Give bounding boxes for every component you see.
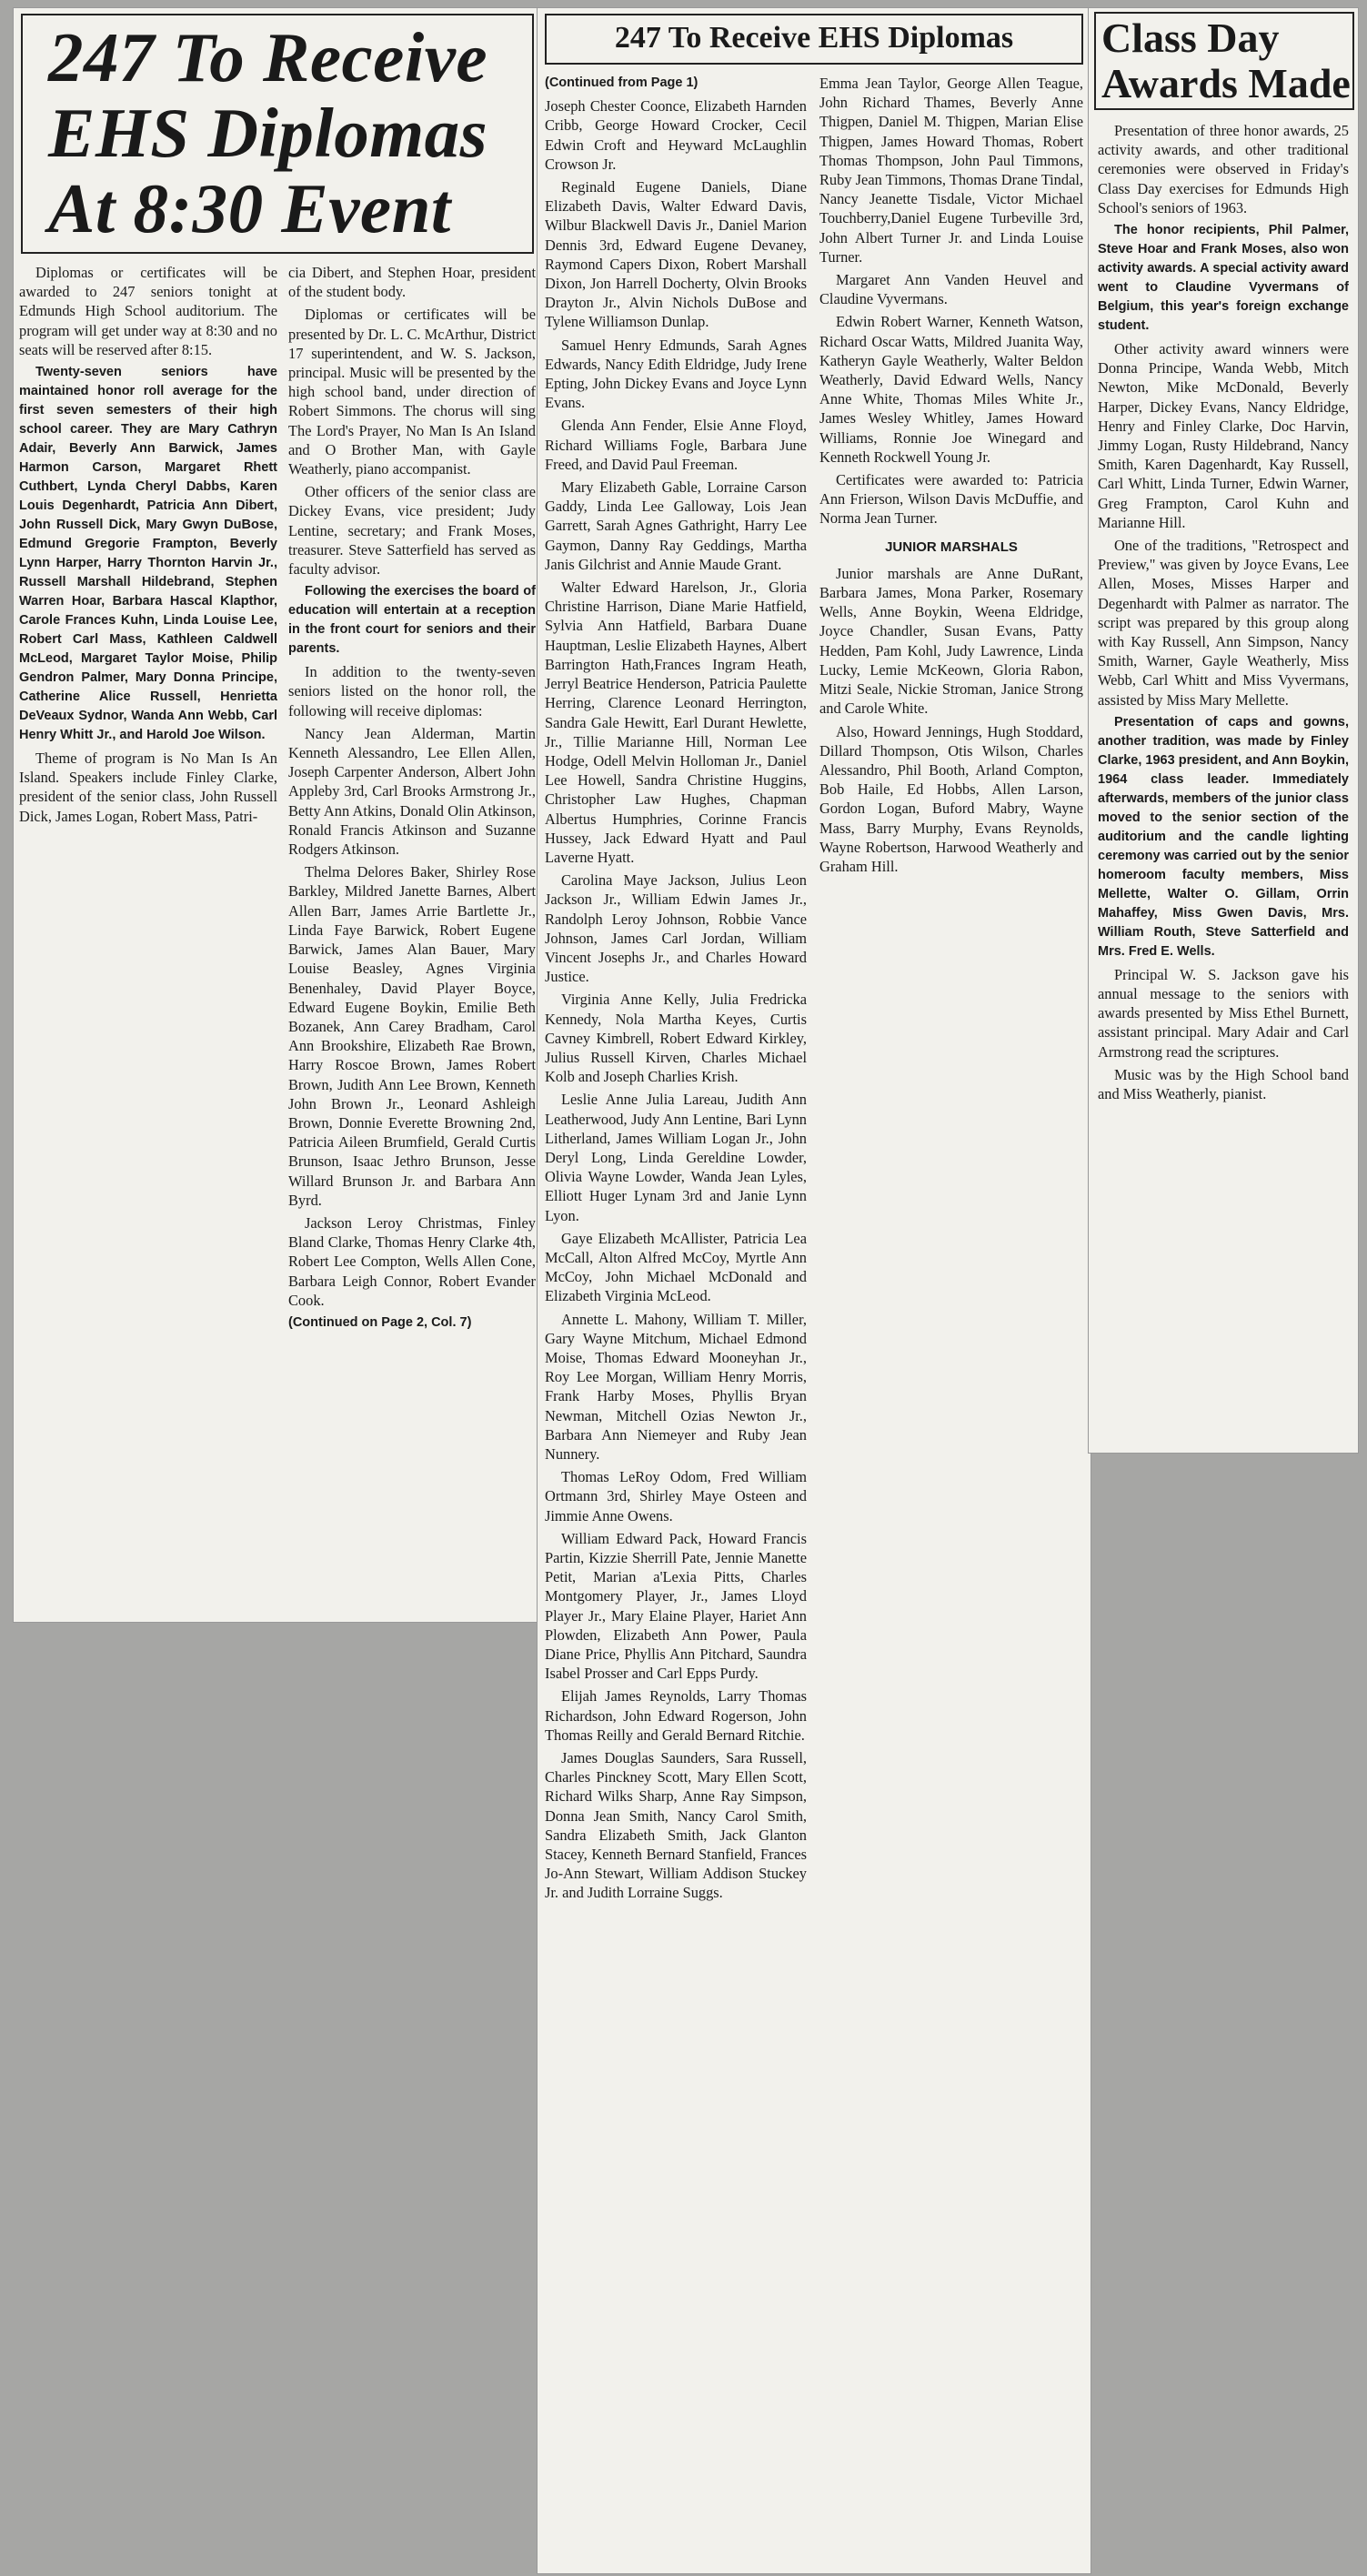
article-paragraph: In addition to the twenty-seven seniors listed on the honor roll, the following will receive diplomas: [288, 663, 536, 719]
article-paragraph: Walter Edward Harelson, Jr., Gloria Christine Harrison, Diane Marie Hatfield, Sylvia Ann Hatfield, Barbara Duane Hauptman, Leslie Elizabeth Haynes, Albert Barrington Hath,Frances Ingram Heath, Jerryl Beatrice Henderson, Patricia Paulette Herring, Clarence Leonard Herrington, Sandra Gale Hewitt, Earl Durant Hewlette, Jr., Tillie Marianne Hill, Norman Lee Hodge, Odell Melvin Holloman Jr., Daniel Lee Howell, Sandra Christine Huggins, Christopher Law Hughes, Chapman Albertus Humphries, Corinne Francis Hussey, Jack Edward Hyatt and Paul Laverne Hyatt. [545, 579, 807, 866]
headline-line-3: At 8:30 Event [48, 169, 451, 247]
class-day-headline-1: Class Day [1101, 15, 1280, 61]
article-paragraph: The honor recipients, Phil Palmer, Steve Hoar and Frank Moses, also won activity awards. A special activity award went to Claudine Vyvermans of Belgium, this year's foreign exchange student. [1098, 223, 1349, 334]
headline-line-1: 247 To Receive [48, 18, 488, 96]
article-paragraph: Diplomas or certificates will be awarded to 247 seniors tonight at Edmunds High School auditorium. The program will get under way at 8:30 and no seats will be reserved after 8:15. [19, 264, 277, 358]
article-paragraph: Twenty-seven seniors have maintained honor roll average for the first seven semesters of their high school career. They are Mary Cathryn Adair, Beverly Ann Barwick, James Harmon Carson, Margaret Rhett Cuthbert, Lynda Cheryl Dabbs, Karen Louis Degenhardt, Patricia Ann Dibert, John Russell Dick, Mary Gwyn DuBose, Edmund Gregorie Frampton, Beverly Lynn Harper, Harry Thornton Harvin Jr., Russell Marshall Hildebrand, Stephen Warren Hoar, Barbara Hascal Klapthor, Carole Frances Kuhn, Linda Louise Lee, Robert Carl Mass, Kathleen Caldwell McLeod, Margaret Taylor Moise, Philip Gendron Palmer, Mary Donna Principe, Catherine Alice Russell, Henrietta DeVeaux Sydnor, Wanda Ann Webb, Carl Henry Whitt Jr., and Harold Joe Wilson. [19, 365, 277, 743]
article-paragraph: Other officers of the senior class are Dickey Evans, vice president; Judy Lentine, secretary; and Frank Moses, treasurer. Steve Satterfield has served as faculty advisor. [288, 483, 536, 579]
article-paragraph: Other activity award winners were Donna Principe, Wanda Webb, Mitch Newton, Mike McDonald, Beverly Harper, Dickey Evans, Nancy Eldridge, Henry and Finley Clarke, Doc Harvin, Jimmy Logan, Rusty Hildebrand, Nancy Smith, Karen Dagenhardt, Kay Russell, Carl Whitt, Linda Turner, Edwin Warner, Greg Frampton, Carol Kuhn and Marianne Hill. [1098, 340, 1349, 531]
headline-box [21, 14, 534, 254]
class-day-article [1098, 121, 1349, 1107]
article-paragraph: Junior marshals are Anne DuRant, Barbara James, Mona Parker, Rosemary Wells, Anne Boykin, Weena Eldridge, Joyce Chandler, Susan Evans, Patty Hedden, Pam Kohl, Judy Lawrence, Linda Lucky, Lemie McKeown, Gloria Rabon, Mitzi Seale, Nickie Stroman, Janice Strong and Carole White. [819, 564, 1083, 718]
class-day-clipping [1088, 7, 1359, 1454]
article-paragraph: Thelma Delores Baker, Shirley Rose Barkley, Mildred Janette Barnes, Albert Allen Barr, James Arrie Bartlette Jr., Linda Faye Barwick, Robert Eugene Barwick, James Alan Bauer, Mary Louise Beasley, Agnes Virginia Benenhaley, David Player Boyce, Edward Eugene Boykin, Emilie Beth Bozanek, Ann Carey Bradham, Carol Ann Brookshire, Elizabeth Rae Brown, Harry Roscoe Brown, James Robert Brown, Judith Ann Lee Brown, Kenneth John Brown Jr., Leonard Ashleigh Brown, Donnie Everette Browning 2nd, Patricia Aileen Brumfield, Gerald Curtis Brunson, Isaac Jethro Brunson, Jesse Willard Brunson Jr. and Barbara Ann Byrd. [288, 863, 536, 1209]
article-paragraph: Principal W. S. Jackson gave his annual message to the seniors with awards presented by Miss Ethel Burnett, assistant principal. Mary Adair and Carl Armstrong read the scriptures. [1098, 965, 1349, 1061]
class-day-headline-2: Awards Made [1101, 60, 1351, 106]
article-paragraph: Margaret Ann Vanden Heuvel and Claudine Vyvermans. [819, 271, 1083, 308]
article-paragraph: Presentation of three honor awards, 25 activity awards, and other traditional ceremonies were observed in Friday's Class Day exercises for Edmunds High School's seniors of 1963. [1098, 122, 1349, 216]
article-paragraph: Joseph Chester Coonce, Elizabeth Harnden Cribb, George Howard Crocker, Cecil Edwin Croft and Heyward McLaughlin Crowson Jr. [545, 97, 807, 173]
article-paragraph: Following the exercises the board of education will entertain at a reception in the front court for seniors and their parents. [288, 584, 536, 657]
article-paragraph: Jackson Leroy Christmas, Finley Bland Clarke, Thomas Henry Clarke 4th, Robert Lee Compton, Wells Allen Cone, Barbara Leigh Connor, Robert Evander Cook. [288, 1213, 536, 1309]
article-paragraph: Theme of program is No Man Is An Island. Speakers include Finley Clarke, president of the senior class, John Russell Dick, James Logan, Robert Mass, Patri- [19, 750, 277, 825]
continued-headline: 247 To Receive EHS Diplomas [545, 14, 1083, 65]
article-paragraph: Mary Elizabeth Gable, Lorraine Carson Gaddy, Linda Lee Galloway, Lois Jean Garrett, Sarah Agnes Gathright, Harry Lee Gaymon, Danny Ray Geddings, Martha Janis Gilchrist and Annie Maude Grant. [545, 478, 807, 573]
article-paragraph: William Edward Pack, Howard Francis Partin, Kizzie Sherrill Pate, Jennie Manette Petit, Marian a'Lexia Pitts, Charles Montgomery Player, Jr., James Lloyd Player Jr., Mary Elaine Player, Hariet Ann Plowden, Elizabeth Ann Power, Paula Diane Price, Phyllis Ann Pitchard, Saundra Isabel Prosser and Carl Epps Purdy. [545, 1529, 807, 1683]
article-paragraph: Nancy Jean Alderman, Martin Kenneth Alessandro, Lee Ellen Allen, Joseph Carpenter Anderson, Albert John Appleby 3rd, Carl Brooks Armstrong Jr., Betty Ann Atkins, Donald Olin Atkinson, Ronald Francis Atkinson and Suzanne Rodgers Atkinson. [288, 724, 536, 859]
headline-line-2: EHS Diplomas [48, 94, 488, 172]
article-paragraph: Also, Howard Jennings, Hugh Stoddard, Dillard Thompson, Otis Wilson, Charles Alessandro, Phil Booth, Arland Compton, Bob Haile, Ed Hobbs, Allen Larson, Gordon Logan, Buford Mabry, Wayne Mass, Barry Murphy, Evans Reynolds, Wayne Robertson, Harwood Weatherly and Graham Hill. [819, 722, 1083, 875]
article-paragraph: Gaye Elizabeth McAllister, Patricia Lea McCall, Alton Alfred McCoy, Myrtle Ann McCoy, John Michael McDonald and Elizabeth Virginia McLeod. [545, 1229, 807, 1305]
continued-page-clipping [537, 7, 1091, 2574]
article-paragraph: Thomas LeRoy Odom, Fred William Ortmann 3rd, Shirley Maye Osteen and Jimmie Anne Owens. [545, 1468, 807, 1524]
article-column-1 [19, 263, 277, 830]
article-paragraph: Certificates were awarded to: Patricia Ann Frierson, Wilson Davis McDuffie, and Norma Jean Turner. [819, 471, 1083, 528]
article-paragraph: Samuel Henry Edmunds, Sarah Agnes Edwards, Nancy Edith Eldridge, Judy Irene Epting, John Dickey Evans and Joyce Lynn Evans. [545, 336, 807, 412]
article-paragraph: Annette L. Mahony, William T. Miller, Gary Wayne Mitchum, Michael Edmond Moise, Thomas Edward Mooneyhan Jr., Roy Lee Morgan, William Henry Morris, Frank Harby Moses, Phyllis Bryan Newman, Mitchell Ozias Newton Jr., Barbara Ann Niemeyer and Ruby Jean Nunnery. [545, 1310, 807, 1464]
article-paragraph: Reginald Eugene Daniels, Diane Elizabeth Davis, Walter Edward Davis, Wilbur Blackwell Davis Jr., Daniel Marion Dennis 3rd, Edward Eugene Devaney, Raymond Capers Dixon, Robert Marshall Dixon, Jon Harrell Docherty, Olvin Brooks Drayton Jr., Alvin Nichols DuBose and Tylene Williamson Dunlap. [545, 178, 807, 331]
article-paragraph: Glenda Ann Fender, Elsie Anne Floyd, Richard Williams Fogle, Barbara June Freed, and David Paul Freeman. [545, 417, 807, 473]
article-paragraph: Edwin Robert Warner, Kenneth Watson, Richard Oscar Watts, Mildred Juanita Way, Katheryn Gayle Weatherly, Walter Beldon Weatherly, David Edward Wells, Nancy Anne White, Thomas Miles White Jr., James Wesley Whitley, James Howard Williams, Ronnie Joe Winegard and Kenneth Rockwell Young Jr. [819, 313, 1083, 466]
article-paragraph: Carolina Maye Jackson, Julius Leon Jackson Jr., William Edwin James Jr., Randolph Leroy Johnson, Robbie Vance Johnson, James Carl Jordan, William Vincent Josephs Jr., and Charles Howard Justice. [545, 871, 807, 986]
continuation-note: (Continued on Page 2, Col. 7) [288, 1314, 472, 1330]
front-page-clipping [13, 7, 540, 1623]
article-paragraph: Music was by the High School band and Miss Weatherly, pianist. [1098, 1065, 1349, 1103]
article-paragraph: James Douglas Saunders, Sara Russell, Charles Pinckney Scott, Mary Ellen Scott, Richard Wilks Sharp, Anne Ray Simpson, Donna Jean Smith, Nancy Carol Smith, Sandra Elizabeth Smith, Jack Glanton Stacey, Kenneth Bernard Stanfield, Frances Jo-Ann Stewart, William Addison Stuckey Jr. and Judith Lorraine Suggs. [545, 1749, 807, 1902]
continued-column-1 [545, 74, 807, 1907]
article-paragraph: cia Dibert, and Stephen Hoar, president of the student body. [288, 264, 536, 301]
article-paragraph: One of the traditions, "Retrospect and Preview," was given by Joyce Evans, Lee Allen, Moses, Misses Harper and Degenhardt with Palmer as narrator. The script was prepared by this group along with Kay Russell, Ann Simpson, Nancy Smith, Warner, Gayle Weatherly, Miss Webb, Carl Whitt and Miss Vyvermans, assisted by Miss Mary Mellette. [1098, 537, 1349, 709]
article-paragraph: Virginia Anne Kelly, Julia Fredricka Kennedy, Nola Martha Keyes, Curtis Cavney Kimbrell, Robert Edward Kirkley, Julius Russell Kirven, Charles Michael Kolb and Joseph Charlies Krish. [545, 991, 807, 1086]
section-subhead: JUNIOR MARSHALS [885, 538, 1018, 555]
article-paragraph: Emma Jean Taylor, George Allen Teague, John Richard Thames, Beverly Anne Thigpen, Daniel M. Thigpen, Marian Elise Thigpen, James Howard Thomas, Robert Thomas Thompson, John Paul Timmons, Ruby Jean Timmons, Thomas Drane Tindal, Nancy Jeanette Tisdale, Victor Michael Touchberry,Daniel Eugene Turbeville 3rd, John Albert Turner Jr. and Linda Louise Turner. [819, 75, 1083, 266]
article-paragraph: Diplomas or certificates will be presented by Dr. L. C. McArthur, District 17 superintendent, and W. S. Jackson, principal. Music will be presented by the high school band, under direction of Robert Simmons. The chorus will sing The Lord's Prayer, No Man Is An Island and O Brother Man, with Gayle Weatherly, piano accompanist. [288, 306, 536, 478]
article-paragraph: Elijah James Reynolds, Larry Thomas Richardson, John Edward Rogerson, John Thomas Reilly and Gerald Bernard Ritchie. [545, 1687, 807, 1744]
article-paragraph: Presentation of caps and gowns, another tradition, was made by Finley Clarke, 1963 president, and Ann Boykin, 1964 class leader. Immediately afterwards, members of the junior class moved to the senior section of the auditorium and the candle lighting ceremony was carried out by the senior homeroom faculty members, Miss Mellette, Walter O. Gillam, Orrin Mahaffey, Miss Gwen Davis, Mrs. William Routh, Steve Satterfield and Mrs. Fred E. Wells. [1098, 714, 1349, 959]
continued-column-2 [819, 74, 1083, 880]
class-day-headline-box [1094, 12, 1354, 110]
continuation-note: (Continued from Page 1) [545, 75, 699, 90]
article-column-2 [288, 263, 536, 1336]
article-paragraph: Leslie Anne Julia Lareau, Judith Ann Leatherwood, Judy Ann Lentine, Bari Lynn Litherland, James William Logan Jr., John Deryl Long, Linda Gereldine Lowder, Olivia Wayne Lowder, Wanda Jean Lyles, Elliott Huger Lynam 3rd and Janie Lynn Lyon. [545, 1091, 807, 1224]
